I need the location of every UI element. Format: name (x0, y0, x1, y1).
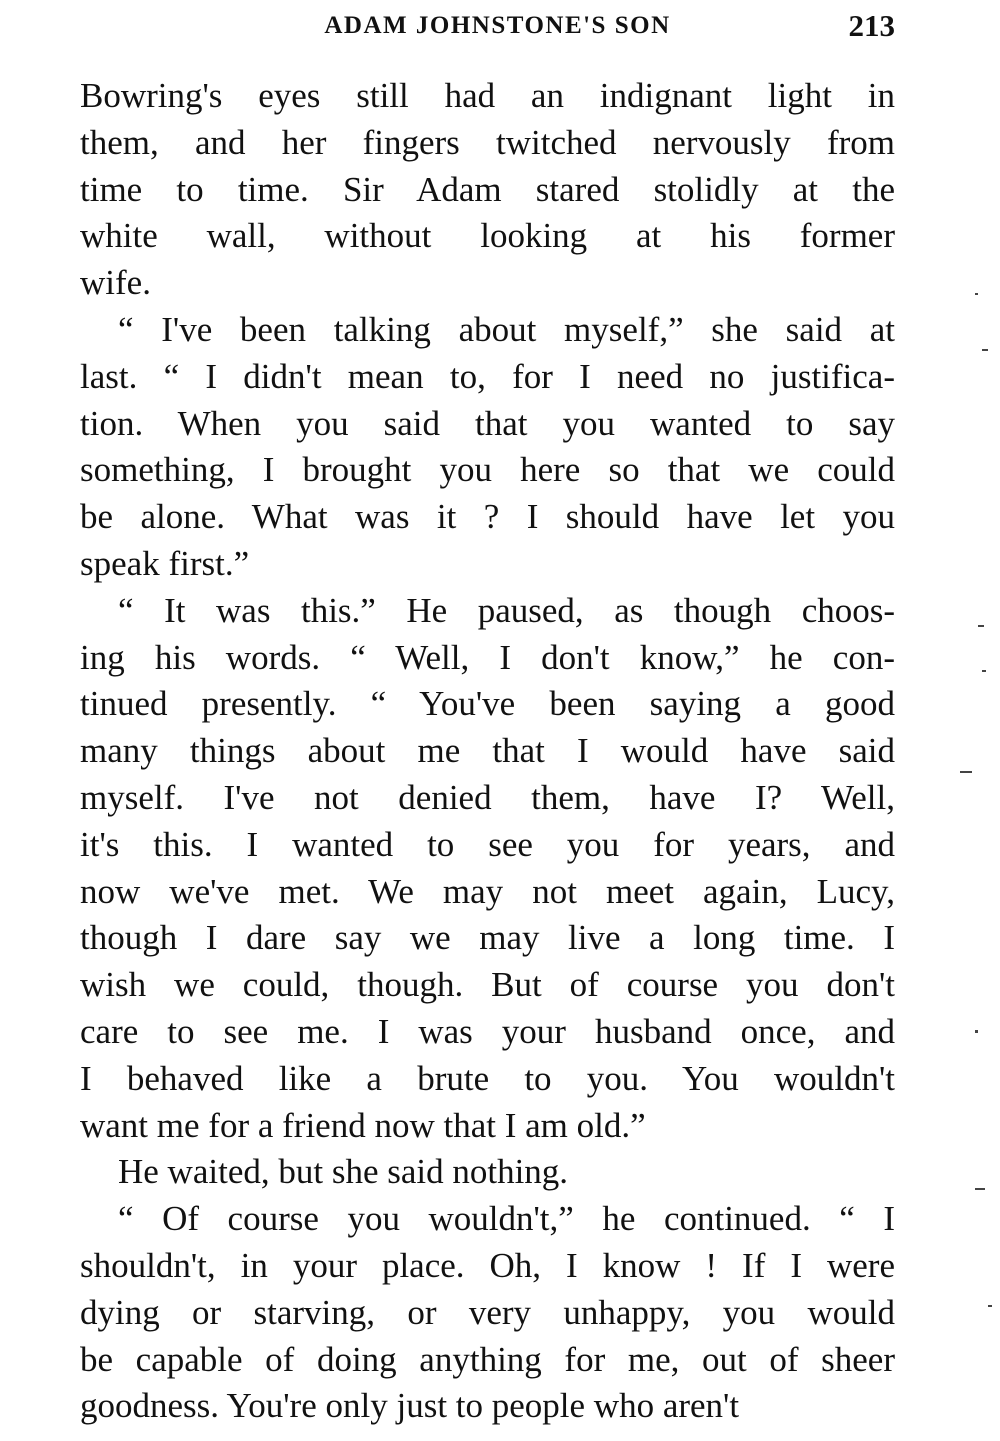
paragraph (80, 73, 895, 307)
scan-speck (975, 1188, 985, 1190)
scan-speck (982, 670, 986, 672)
text-line: wish we could, though. But of course you don't (80, 965, 895, 1005)
text-line: “ It was this.” He paused, as though choos- (118, 590, 895, 630)
text-line: dying or starving, or very unhappy, you would (80, 1292, 895, 1332)
text-line: last. “ I didn't mean to, for I need no justifica- (80, 356, 895, 396)
text-line: Bowring's eyes still had an indignant light in (80, 76, 895, 115)
text-line: many things about me that I would have said (80, 731, 895, 771)
text-line: be alone. What was it ? I should have let you (80, 497, 895, 537)
text-line: “ I've been talking about myself,” she said at (118, 309, 895, 349)
scan-speck (960, 771, 972, 773)
page-number: 213 (848, 8, 895, 43)
scan-speck (975, 1030, 978, 1033)
text-line: “ Of course you wouldn't,” he continued. “ I (118, 1199, 895, 1239)
text-line: be capable of doing anything for me, out of sheer (80, 1339, 895, 1379)
text-line: wife. (80, 263, 151, 303)
paragraph (80, 1196, 895, 1430)
running-header (80, 6, 895, 46)
scan-speck (988, 1305, 992, 1307)
text-line: them, and her fingers twitched nervously from (80, 122, 895, 162)
scan-speck (982, 349, 988, 351)
text-line: though I dare say we may live a long time. I (80, 918, 895, 958)
text-line: myself. I've not denied them, have I? Well, (80, 777, 895, 817)
text-line: now we've met. We may not meet again, Lucy, (80, 871, 895, 911)
text-line: He waited, but she said nothing. (118, 1152, 569, 1192)
text-line: it's this. I wanted to see you for years, and (80, 824, 895, 864)
text-line: ing his words. “ Well, I don't know,” he con- (80, 637, 895, 677)
running-title: ADAM JOHNSTONE'S SON (324, 12, 671, 39)
text-line: I behaved like a brute to you. You wouldn't (80, 1058, 895, 1098)
text-line: tion. When you said that you wanted to say (80, 403, 895, 443)
scan-speck (975, 293, 978, 295)
text-line: goodness. You're only just to people who aren't (80, 1386, 740, 1426)
text-line: speak first.” (80, 543, 250, 583)
scan-speck (978, 625, 984, 627)
text-line: want me for a friend now that I am old.” (80, 1105, 646, 1145)
body-text (80, 73, 895, 1430)
text-line: time to time. Sir Adam stared stolidly at the (80, 169, 895, 209)
text-line: white wall, without looking at his former (80, 216, 895, 256)
text-line: shouldn't, in your place. Oh, I know ! If I were (80, 1245, 895, 1285)
text-line: care to see me. I was your husband once, and (80, 1011, 895, 1051)
text-line: tinued presently. “ You've been saying a good (80, 684, 895, 724)
paragraph (80, 588, 895, 1150)
paragraph (80, 307, 895, 588)
paragraph (80, 1149, 895, 1196)
text-line: something, I brought you here so that we could (80, 450, 895, 490)
